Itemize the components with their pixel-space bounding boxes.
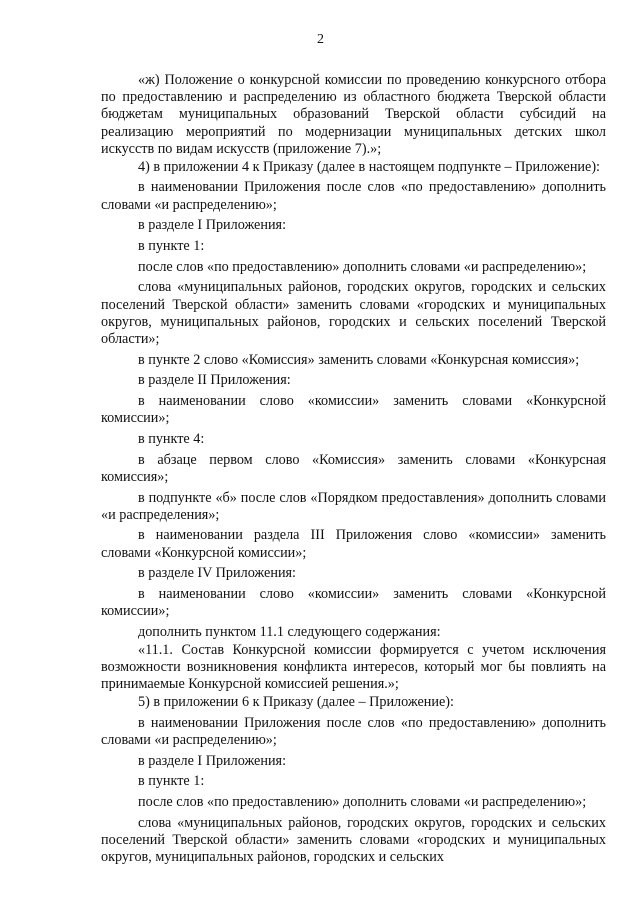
paragraph: в разделе I Приложения: <box>138 752 287 769</box>
paragraph: в пункте 1: <box>138 773 205 790</box>
paragraph: слова «муниципальных районов, городских округов, городских и сельских поселений Тверской области» заменить словами «городских и муниципальных округов, муниципальных районов, городских и сельских <box>101 814 606 866</box>
paragraph: в наименовании Приложения после слов «по предоставлению» дополнить словами «и распределению»; <box>101 179 606 213</box>
paragraph: в разделе II Приложения: <box>138 372 291 389</box>
paragraph: в пункте 2 слово «Комиссия» заменить словами «Конкурсная комиссия»; <box>138 351 580 368</box>
paragraph: «11.1. Состав Конкурсной комиссии формируется с учетом исключения возможности возникновения конфликта интересов, который мог бы повлиять на принимаемые Конкурсной комиссией решения.»; <box>101 641 606 693</box>
paragraph: после слов «по предоставлению» дополнить словами «и распределению»; <box>138 258 587 275</box>
paragraph: в пункте 4: <box>138 430 205 447</box>
paragraph: слова «муниципальных районов, городских округов, городских и сельских поселений Тверской области» заменить словами «городских и муниципальных округов, муниципальных районов, городских и сельских поселений Тверской области»; <box>101 279 606 347</box>
paragraph: в пункте 1: <box>138 237 205 254</box>
paragraph: в абзаце первом слово «Комиссия» заменить словами «Конкурсная комиссия»; <box>101 451 606 485</box>
paragraph: 4) в приложении 4 к Приказу (далее в настоящем подпункте – Приложение): <box>138 158 600 175</box>
paragraph: в разделе IV Приложения: <box>138 565 297 582</box>
paragraph: в наименовании слово «комиссии» заменить словами «Конкурсной комиссии»; <box>101 586 606 620</box>
paragraph: после слов «по предоставлению» дополнить словами «и распределению»; <box>138 794 587 810</box>
paragraph: в разделе I Приложения: <box>138 217 287 234</box>
paragraph: 5) в приложении 6 к Приказу (далее – Приложение): <box>138 693 454 710</box>
paragraph: в наименовании слово «комиссии» заменить словами «Конкурсной комиссии»; <box>101 393 606 427</box>
paragraph: в наименовании раздела III Приложения слово «комиссии» заменить словами «Конкурсной комиссии»; <box>101 527 606 561</box>
paragraph: в наименовании Приложения после слов «по предоставлению» дополнить словами «и распределению»; <box>101 714 606 748</box>
paragraph: в подпункте «б» после слов «Порядком предоставления» дополнить словами «и распределения»; <box>101 489 606 523</box>
paragraph: дополнить пунктом 11.1 следующего содержания: <box>138 623 441 640</box>
document-body <box>101 72 606 866</box>
page-number: 2 <box>317 32 324 47</box>
paragraph: «ж) Положение о конкурсной комиссии по проведению конкурсного отбора по предоставлению и распределению из областного бюджета Тверской области бюджетам муниципальных образований Тверской области субсидий на реализацию мероприятий по модернизации муниципальных детских школ искусств по видам искусств (приложение 7).»; <box>101 72 606 157</box>
